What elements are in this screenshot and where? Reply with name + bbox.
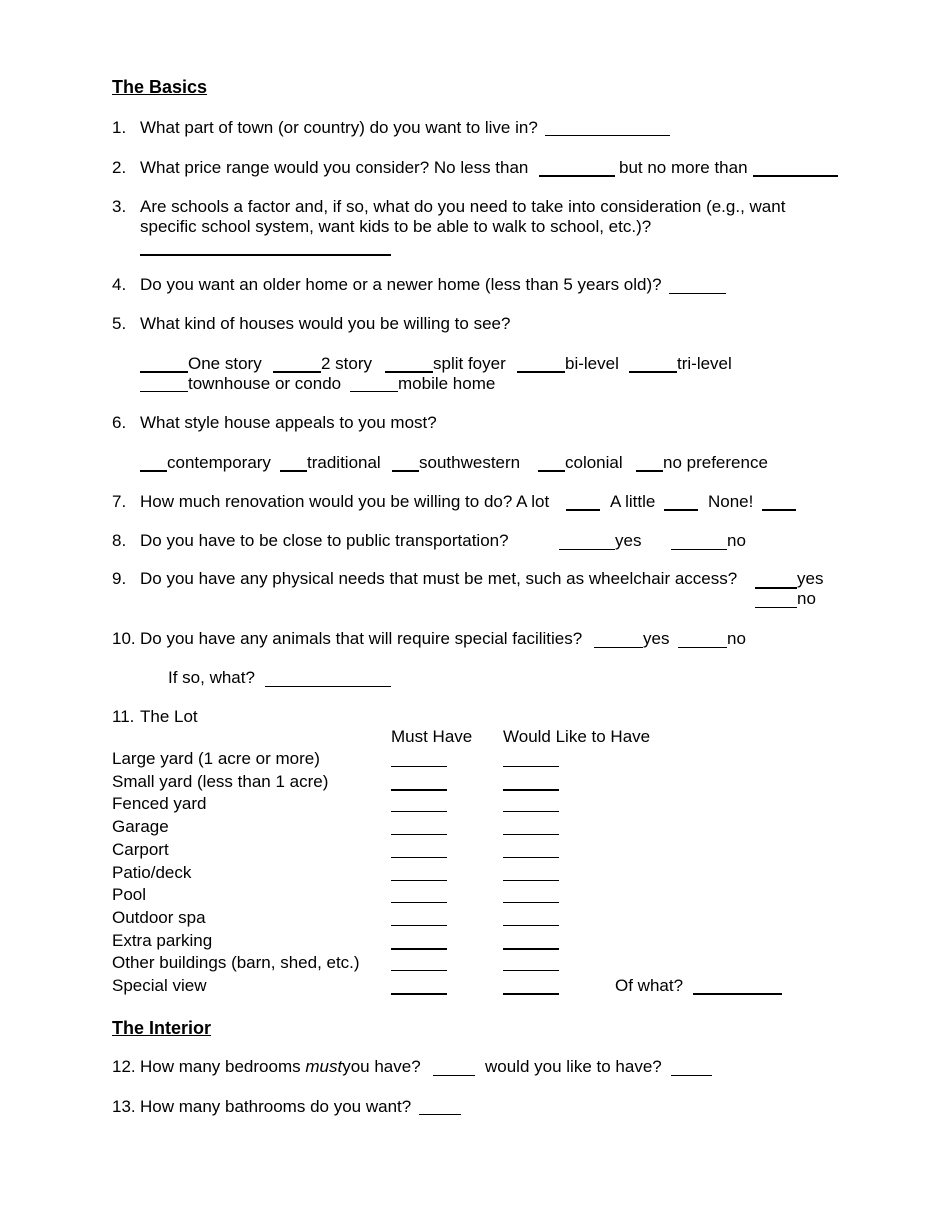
question-12-pre: How many bedrooms [140, 1057, 301, 1076]
question-3-line-2: specific school system, want kids to be able to walk to school, etc.)? [140, 217, 652, 236]
lot-feature-label: Carport [112, 839, 169, 859]
question-number: 1. [112, 118, 127, 137]
question-number: 3. [112, 197, 127, 216]
question-number: 12. [112, 1057, 136, 1076]
lot-feature-label: Pool [112, 885, 147, 905]
lot-feature-label: Garage [112, 817, 169, 837]
lot-blank-must[interactable] [391, 993, 447, 995]
question-4-text: Do you want an older home or a newer home (less than 5 years old)? [140, 275, 662, 294]
option-southwestern: southwestern [419, 453, 521, 472]
answer-blank-a-lot[interactable] [566, 509, 600, 511]
answer-blank-home-age[interactable] [669, 293, 726, 294]
section-heading-basics: The Basics [112, 77, 208, 97]
checkbox-blank-tri-level[interactable] [629, 371, 677, 373]
answer-blank-bedrooms-like[interactable] [671, 1075, 712, 1076]
option-2-story: 2 story [321, 354, 373, 373]
option-no: no [797, 589, 816, 608]
lot-blank-like[interactable] [503, 902, 559, 903]
lot-blank-must[interactable] [391, 811, 447, 812]
lot-blank-like[interactable] [503, 925, 559, 926]
option-split-foyer: split foyer [433, 354, 506, 373]
option-yes: yes [643, 629, 670, 648]
lot-feature-label: Large yard (1 acre or more) [112, 749, 320, 768]
question-number: 11. [112, 707, 135, 726]
question-number: 13. [112, 1097, 136, 1116]
checkbox-blank-contemporary[interactable] [140, 470, 167, 472]
option-a-little: A little [610, 492, 656, 511]
option-yes: yes [615, 531, 642, 550]
answer-blank-animals-what[interactable] [265, 686, 391, 687]
lot-feature-label: Extra parking [112, 930, 213, 950]
question-11-text: The Lot [140, 707, 198, 726]
column-header-must-have: Must Have [391, 727, 473, 746]
lot-blank-must[interactable] [391, 766, 447, 767]
question-10-followup: If so, what? [168, 668, 255, 687]
question-6-text: What style house appeals to you most? [140, 413, 437, 432]
question-1-text: What part of town (or country) do you want to live in? [140, 118, 538, 137]
lot-blank-like[interactable] [503, 789, 559, 791]
lot-blank-like[interactable] [503, 880, 559, 881]
question-12-text [140, 1057, 421, 1077]
lot-blank-like[interactable] [503, 834, 559, 835]
answer-blank-bedrooms-must[interactable] [433, 1075, 475, 1076]
option-one-story: One story [188, 354, 262, 373]
special-view-of-what-label: Of what? [615, 976, 684, 995]
option-bi-level: bi-level [565, 354, 619, 373]
option-no-preference: no preference [663, 453, 768, 472]
lot-blank-like[interactable] [503, 811, 559, 812]
question-number: 4. [112, 275, 127, 294]
checkbox-blank-split-foyer[interactable] [385, 371, 433, 373]
answer-blank-animals-no[interactable] [678, 647, 727, 648]
checkbox-blank-no-preference[interactable] [636, 470, 663, 472]
checkbox-blank-mobile-home[interactable] [350, 391, 398, 392]
option-no: no [727, 531, 746, 550]
question-number: 6. [112, 413, 127, 432]
section-heading-interior: The Interior [112, 1018, 212, 1038]
lot-blank-must[interactable] [391, 948, 447, 950]
checkbox-blank-colonial[interactable] [538, 470, 565, 472]
answer-blank-a-little[interactable] [664, 509, 698, 511]
answer-blank-schools[interactable] [140, 254, 391, 256]
question-number: 10. [112, 629, 136, 648]
option-no: no [727, 629, 746, 648]
answer-blank-animals-yes[interactable] [594, 647, 643, 648]
question-12-post: you have? [342, 1057, 421, 1076]
question-5-text: What kind of houses would you be willing to see? [140, 314, 511, 333]
column-header-would-like: Would Like to Have [503, 727, 651, 746]
answer-blank-price-max[interactable] [753, 175, 838, 177]
lot-blank-like[interactable] [503, 766, 559, 767]
answer-blank-transport-no[interactable] [671, 549, 727, 550]
question-number: 2. [112, 158, 127, 177]
lot-blank-must[interactable] [391, 902, 447, 903]
answer-blank-transport-yes[interactable] [559, 549, 615, 550]
question-12-emphasis: must [305, 1057, 343, 1076]
lot-feature-label: Outdoor spa [112, 907, 206, 927]
lot-feature-label: Fenced yard [112, 794, 207, 814]
question-3-line-1: Are schools a factor and, if so, what do you need to take into consideration (e.g., want [140, 197, 786, 216]
answer-blank-bathrooms[interactable] [419, 1114, 461, 1115]
option-traditional: traditional [307, 453, 381, 472]
question-number: 7. [112, 492, 127, 511]
lot-feature-label: Other buildings (barn, shed, etc.) [112, 953, 360, 973]
option-contemporary: contemporary [167, 453, 271, 472]
question-12-text-2: would you like to have? [485, 1057, 662, 1076]
lot-blank-must[interactable] [391, 880, 447, 881]
answer-blank-price-min[interactable] [539, 175, 615, 177]
lot-blank-must[interactable] [391, 925, 447, 926]
question-13-text: How many bathrooms do you want? [140, 1097, 412, 1116]
lot-blank-like[interactable] [503, 993, 559, 995]
checkbox-blank-southwestern[interactable] [392, 470, 419, 472]
question-7-text: How much renovation would you be willing to do? A lot [140, 492, 550, 511]
checkbox-blank-bi-level[interactable] [517, 371, 565, 373]
answer-blank-special-view-what[interactable] [693, 993, 782, 995]
question-number: 8. [112, 531, 127, 550]
lot-blank-must[interactable] [391, 857, 447, 858]
lot-blank-like[interactable] [503, 970, 559, 971]
lot-blank-must[interactable] [391, 789, 447, 791]
lot-blank-must[interactable] [391, 834, 447, 835]
question-2-text: What price range would you consider? No less than [140, 158, 529, 177]
question-2-text-max: but no more than [619, 158, 748, 177]
checkbox-blank-traditional[interactable] [280, 470, 307, 472]
answer-blank-town[interactable] [545, 135, 670, 136]
lot-feature-label: Special view [112, 976, 207, 995]
answer-blank-physical-no[interactable] [755, 607, 797, 608]
lot-blank-must[interactable] [391, 970, 447, 971]
question-10-text: Do you have any animals that will require special facilities? [140, 629, 583, 648]
lot-feature-label: Small yard (less than 1 acre) [112, 771, 329, 791]
option-tri-level: tri-level [677, 354, 732, 373]
question-9-text: Do you have any physical needs that must be met, such as wheelchair access? [140, 569, 738, 588]
question-number: 5. [112, 314, 127, 333]
lot-feature-label: Patio/deck [112, 862, 192, 882]
question-number: 9. [112, 569, 127, 588]
option-colonial: colonial [565, 453, 623, 472]
checkbox-blank-2-story[interactable] [273, 371, 321, 373]
question-8-text: Do you have to be close to public transportation? [140, 531, 509, 550]
checkbox-blank-one-story[interactable] [140, 371, 188, 373]
answer-blank-physical-yes[interactable] [755, 587, 797, 589]
lot-blank-like[interactable] [503, 857, 559, 858]
option-yes: yes [797, 569, 824, 588]
option-none: None! [708, 492, 754, 511]
answer-blank-none[interactable] [762, 509, 796, 511]
option-townhouse: townhouse or condo [188, 374, 342, 393]
lot-blank-like[interactable] [503, 948, 559, 950]
option-mobile-home: mobile home [398, 374, 496, 393]
checkbox-blank-townhouse[interactable] [140, 391, 188, 392]
